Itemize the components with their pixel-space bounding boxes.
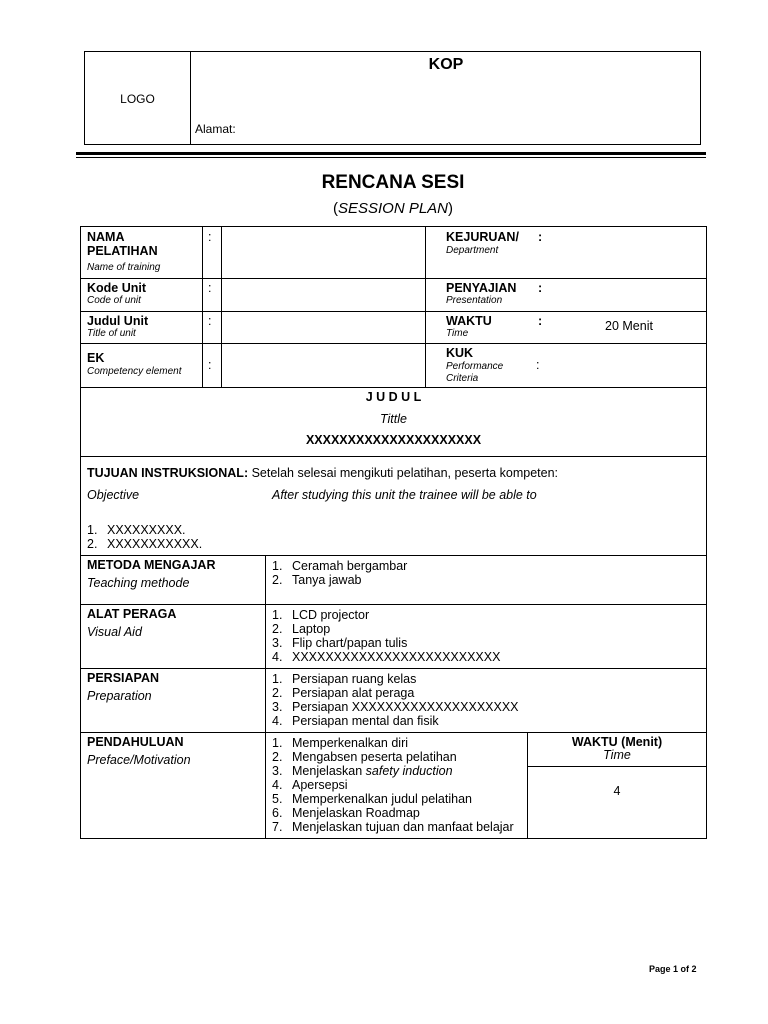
list-number: 1. bbox=[272, 608, 283, 622]
list-text: Ceramah bergambar bbox=[292, 559, 408, 573]
section-item bbox=[272, 714, 519, 728]
list-text: Menjelaskan tujuan dan manfaat belajar bbox=[292, 820, 514, 834]
penyajian-sublabel: Presentation bbox=[446, 295, 503, 306]
waktu-value: 20 Menit bbox=[605, 319, 653, 333]
list-text: Persiapan alat peraga bbox=[292, 686, 415, 700]
kode-value[interactable] bbox=[222, 279, 425, 311]
header-divider-thick bbox=[76, 152, 706, 155]
nama-value[interactable] bbox=[222, 227, 425, 278]
list-number: 2. bbox=[87, 537, 98, 551]
section-row-line-3 bbox=[81, 732, 706, 733]
tujuan-row-line bbox=[81, 555, 706, 556]
nama-colon: : bbox=[208, 230, 212, 244]
pendahuluan-item bbox=[272, 806, 514, 820]
list-text: Persiapan ruang kelas bbox=[292, 672, 417, 686]
judul-unit-sublabel: Title of unit bbox=[87, 328, 136, 339]
kode-sublabel: Code of unit bbox=[87, 295, 141, 306]
page-subtitle: (SESSION PLAN) bbox=[332, 200, 454, 217]
section-list bbox=[272, 672, 519, 728]
list-text: Persiapan XXXXXXXXXXXXXXXXXXXX bbox=[292, 700, 519, 714]
pendahuluan-label: PENDAHULUAN bbox=[87, 735, 184, 749]
kode-colon: : bbox=[208, 281, 212, 295]
pendahuluan-list bbox=[272, 736, 514, 834]
objective-item bbox=[87, 537, 202, 551]
section-item bbox=[272, 650, 500, 664]
lower-column-divider bbox=[265, 555, 266, 838]
section-list bbox=[272, 559, 407, 587]
section-item bbox=[272, 700, 519, 714]
kuk-label: KUK bbox=[446, 346, 474, 360]
list-text: Menjelaskan bbox=[292, 764, 366, 778]
nama-label: NAMA PELATIHAN bbox=[87, 230, 158, 258]
judul-unit-value[interactable] bbox=[222, 312, 425, 343]
list-text: Flip chart/papan tulis bbox=[292, 636, 408, 650]
kuk-colon: : bbox=[536, 358, 540, 372]
list-text: Persiapan mental dan fisik bbox=[292, 714, 439, 728]
list-number: 1. bbox=[87, 523, 98, 537]
session-plan-form bbox=[80, 226, 707, 839]
letterhead-box bbox=[84, 51, 701, 145]
list-text: XXXXXXXXXXXXXXXXXXXXXXXXX bbox=[292, 650, 501, 664]
page-number: Page 1 of 2 bbox=[649, 964, 697, 974]
list-text: Laptop bbox=[292, 622, 331, 636]
list-number: 5. bbox=[272, 792, 283, 806]
kejuruan-label: KEJURUAN/ bbox=[446, 230, 519, 244]
pendahuluan-item bbox=[272, 778, 514, 792]
info-divider-1 bbox=[202, 227, 203, 387]
ek-colon: : bbox=[208, 358, 212, 372]
objective-text: After studying this unit the trainee will be able to bbox=[272, 488, 537, 502]
list-number: 4. bbox=[272, 650, 283, 664]
section-row-line-2 bbox=[81, 668, 706, 669]
kop-title: KOP bbox=[428, 56, 464, 73]
section-row-line-1 bbox=[81, 604, 706, 605]
list-number: 2. bbox=[272, 622, 283, 636]
list-text: Memperkenalkan judul pelatihan bbox=[292, 792, 472, 806]
waktu-sublabel: Time bbox=[446, 328, 469, 339]
waktu-menit-value: 4 bbox=[613, 784, 621, 798]
info-row-line-4 bbox=[81, 387, 706, 388]
nama-sublabel: Name of training bbox=[87, 262, 161, 273]
judul-value: XXXXXXXXXXXXXXXXXXXXX bbox=[305, 433, 482, 447]
list-number: 2. bbox=[272, 750, 283, 764]
list-number: 7. bbox=[272, 820, 283, 834]
list-number: 4. bbox=[272, 714, 283, 728]
list-text-italic: safety induction bbox=[365, 764, 453, 778]
list-number: 1. bbox=[272, 672, 283, 686]
list-number: 2. bbox=[272, 573, 283, 587]
list-number: 2. bbox=[272, 686, 283, 700]
section-sublabel: Teaching methode bbox=[87, 576, 190, 590]
judul-heading: J U D U L bbox=[365, 390, 422, 404]
kode-label: Kode Unit bbox=[87, 281, 147, 295]
list-text: Mengabsen peserta pelatihan bbox=[292, 750, 457, 764]
pendahuluan-item bbox=[272, 792, 514, 806]
list-number: 3. bbox=[272, 764, 283, 778]
info-divider-3 bbox=[425, 227, 426, 387]
tujuan-heading: TUJUAN INSTRUKSIONAL: Setelah selesai mengikuti pelatihan, peserta kompeten: bbox=[87, 466, 559, 480]
section-label: METODA MENGAJAR bbox=[87, 558, 216, 572]
kejuruan-colon: : bbox=[538, 230, 543, 244]
list-text: XXXXXXXXXXX. bbox=[107, 537, 203, 551]
waktu-menit-label: WAKTU (Menit) bbox=[571, 735, 663, 749]
pendahuluan-item bbox=[272, 750, 514, 764]
section-item bbox=[272, 559, 407, 573]
logo-cell bbox=[85, 52, 191, 144]
section-item bbox=[272, 686, 519, 700]
judul-row-line bbox=[81, 456, 706, 457]
waktu-menit-sublabel: Time bbox=[603, 748, 631, 762]
address-label: Alamat: bbox=[195, 122, 236, 136]
judul-sublabel: Tittle bbox=[380, 412, 407, 426]
section-label: ALAT PERAGA bbox=[87, 607, 177, 621]
penyajian-label: PENYAJIAN bbox=[446, 281, 517, 295]
pendahuluan-sublabel: Preface/Motivation bbox=[87, 753, 191, 767]
objective-list bbox=[87, 523, 202, 551]
page-title: RENCANA SESI bbox=[321, 172, 465, 193]
list-number: 4. bbox=[272, 778, 283, 792]
section-sublabel: Preparation bbox=[87, 689, 152, 703]
waktu-column-line bbox=[527, 766, 706, 767]
list-number: 1. bbox=[272, 736, 283, 750]
logo-placeholder: LOGO bbox=[120, 92, 155, 106]
objective-item bbox=[87, 523, 202, 537]
list-number: 1. bbox=[272, 559, 283, 573]
section-item bbox=[272, 608, 500, 622]
list-text: XXXXXXXXX. bbox=[107, 523, 186, 537]
list-text: LCD projector bbox=[292, 608, 370, 622]
list-number: 3. bbox=[272, 636, 283, 650]
section-sublabel: Visual Aid bbox=[87, 625, 142, 639]
list-number: 3. bbox=[272, 700, 283, 714]
list-text: Apersepsi bbox=[292, 778, 348, 792]
header-divider-thin bbox=[76, 157, 706, 158]
waktu-colon: : bbox=[538, 314, 543, 328]
section-item bbox=[272, 622, 500, 636]
section-item bbox=[272, 573, 407, 587]
list-text: Tanya jawab bbox=[292, 573, 362, 587]
pendahuluan-item bbox=[272, 764, 514, 778]
ek-sublabel: Competency element bbox=[87, 366, 182, 377]
list-text: Menjelaskan Roadmap bbox=[292, 806, 420, 820]
section-item bbox=[272, 672, 519, 686]
objective-label: Objective bbox=[87, 488, 140, 502]
waktu-label: WAKTU bbox=[446, 314, 492, 328]
kuk-sublabel: Performance Criteria bbox=[446, 361, 504, 384]
kejuruan-sublabel: Department bbox=[446, 245, 499, 256]
ek-label: EK bbox=[87, 351, 105, 365]
penyajian-colon: : bbox=[538, 281, 543, 295]
section-label: PERSIAPAN bbox=[87, 671, 160, 685]
judul-unit-colon: : bbox=[208, 314, 212, 328]
section-item bbox=[272, 636, 500, 650]
judul-unit-label: Judul Unit bbox=[87, 314, 149, 328]
pendahuluan-item bbox=[272, 736, 514, 750]
ek-value[interactable] bbox=[222, 344, 425, 387]
pendahuluan-item bbox=[272, 820, 514, 834]
section-list bbox=[272, 608, 500, 664]
list-number: 6. bbox=[272, 806, 283, 820]
list-text: Memperkenalkan diri bbox=[292, 736, 409, 750]
